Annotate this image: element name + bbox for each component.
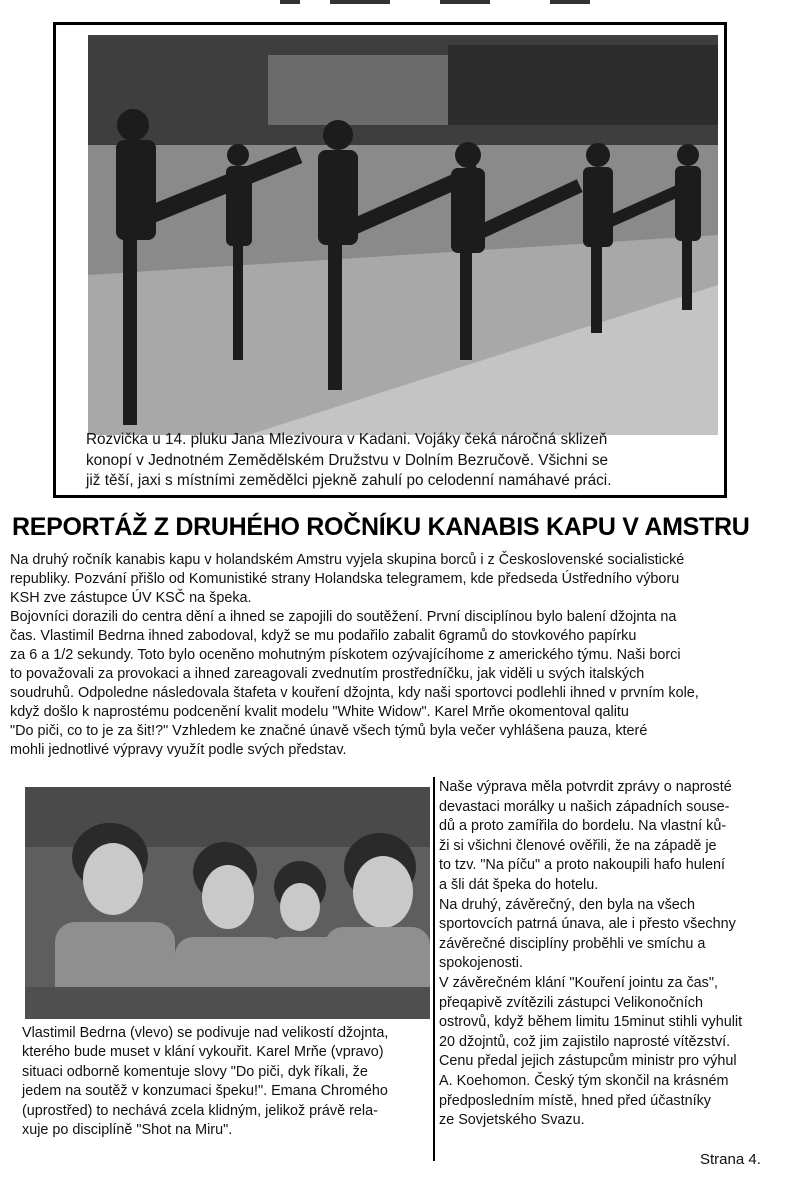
column-line: devastaci morálky u našich západních souse- [439, 798, 730, 815]
cropped-header-fragment [240, 0, 600, 6]
column-line: ostrovů, když během limitu 15minut stihli vyhulit [439, 1014, 743, 1031]
photo-soldiers-illustration [88, 35, 718, 435]
column-divider [433, 777, 435, 1161]
body-line: Bojovníci dorazili do centra dění a ihned se zapojili do soutěžení. První disciplínou bylo balení džojnta na [10, 609, 677, 625]
caption-line: Vlastimil Bedrna (vlevo) se podivuje nad velikostí džojnta, [22, 1025, 389, 1041]
body-line: když došlo k naprostému podcenění kvalit modelu "White Widow". Karel Mrňe okomentoval qalitu [10, 704, 629, 720]
column-line: dů a proto zamířila do bordelu. Na vlastní ků- [439, 818, 727, 835]
body-line: soudruhů. Odpoledne následovala štafeta v kouření džojnta, kdy naši sportovci podlehli ihned v prvním kole, [10, 685, 699, 701]
column-line: Naše výprava měla potvrdit zprávy o naprosté [439, 779, 732, 795]
column-line: ze Sovjetského Svazu. [439, 1112, 585, 1129]
article-headline: REPORTÁŽ Z DRUHÉHO ROČNÍKU KANABIS KAPU V AMSTRU [12, 513, 750, 541]
page-number: Strana 4. [700, 1151, 761, 1168]
body-line: Na druhý ročník kanabis kapu v holandském Amstru vyjela skupina borců i z Československé socialistické [10, 552, 685, 568]
body-line: mohli jednotlivé výpravy využít podle svých představ. [10, 742, 347, 758]
column-line: Cenu předal jejich zástupcům ministr pro výhul [439, 1053, 737, 1070]
caption-line: Rozvička u 14. pluku Jana Mlezivoura v Kadani. Vojáky čeká náročná sklizeň [86, 431, 608, 448]
body-line: za 6 a 1/2 sekundy. Toto bylo oceněno mohutným pískotem ozývajícíhome z amerického týmu. Naši borci [10, 647, 681, 663]
article-right-column [439, 778, 784, 1131]
body-line: to považovali za provokaci a ihned zareagovali zvednutím prostředníčku, jak viděli u svých italských [10, 666, 645, 682]
caption-line: konopí v Jednotném Zemědělském Družstvu v Dolním Bezručově. Všichni se [86, 451, 609, 469]
column-line: Na druhý, závěrečný, den byla na všech [439, 896, 695, 913]
photo-caption-top [86, 430, 716, 492]
column-line: V závěrečném klání "Kouření jointu za čas", [439, 974, 718, 991]
photo-three-men-illustration [25, 787, 430, 1019]
article-body [10, 551, 780, 760]
caption-line: již těší, jaxi s místními zemědělci pjekně zahulí po celodenní namáhavé práci. [86, 472, 612, 489]
column-line: to tzv. "Na píču" a proto nakoupili hafo hulení [439, 857, 725, 874]
body-line: "Do piči, co to je za šit!?" Vzhledem ke značné únavě všech týmů byla večer vyhlášena pauza, které [10, 723, 648, 739]
body-line: KSH zve zástupce ÚV KSČ na špeka. [10, 590, 252, 606]
photo-frame [53, 22, 727, 498]
column-line: 20 džojntů, což jim zajistilo naprosté vítězství. [439, 1033, 731, 1050]
column-line: A. Koehomon. Český tým skončil na krásném [439, 1072, 729, 1089]
photo-soldiers-exercising [88, 35, 718, 435]
caption-line: (uprostřed) to nechává zcela klidným, jelikož právě rela- [22, 1102, 378, 1119]
body-line: čas. Vlastimil Bedrna ihned zabodoval, když se mu podařilo zabalit 6gramů do stovkového papírku [10, 628, 637, 644]
column-line: předposledním místě, hned před účastníky [439, 1092, 711, 1109]
caption-line: situaci odborně komentuje slovy "Do piči, dyk říkali, že [22, 1063, 368, 1080]
column-line: závěrečné disciplíny proběhli ve smíchu a [439, 935, 706, 952]
body-line: republiky. Pozvání přišlo od Komunistiké strany Holandska telegramem, kde předseda Ústředního výboru [10, 571, 680, 587]
column-line: sportovcích patrná únava, ale i přesto všechny [439, 916, 736, 933]
caption-line: kterého bude muset v klání vykouřit. Karel Mrňe (vpravo) [22, 1044, 384, 1061]
caption-line: xuje po disciplíně "Shot na Miru". [22, 1122, 233, 1139]
photo-caption-bottom [22, 1024, 432, 1140]
column-line: a šli dát špeka do hotelu. [439, 876, 599, 893]
caption-line: jedem na soutěž v konzumaci špeku!". Emana Chromého [22, 1083, 388, 1100]
photo-three-men [25, 787, 430, 1019]
column-line: přeqapivě zvítězili zástupci Velikonočních [439, 994, 703, 1011]
column-line: ži si všichni členové ověřili, že na západě je [439, 837, 717, 854]
column-line: spokojenosti. [439, 955, 523, 972]
